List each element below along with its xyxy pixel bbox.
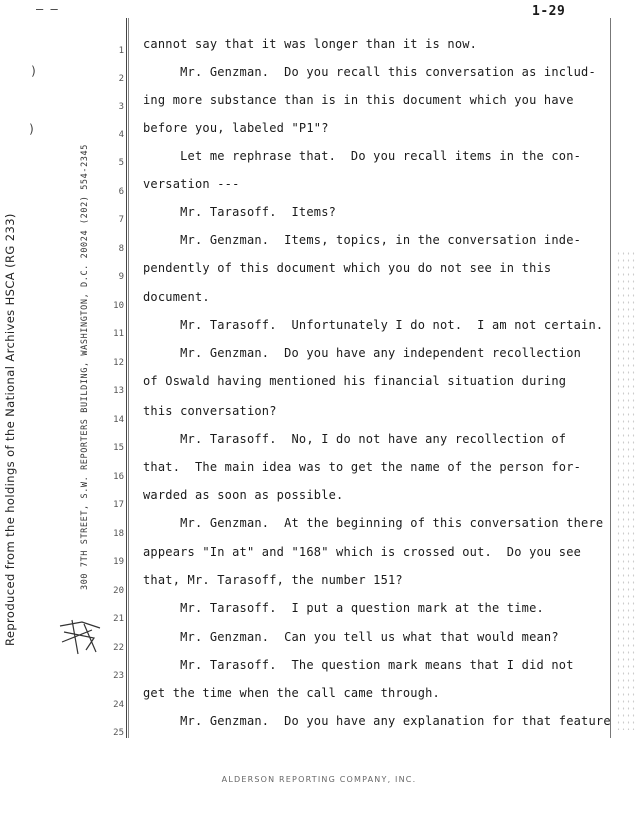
- top-mark: — —: [36, 2, 58, 16]
- line-number: 1: [118, 46, 124, 56]
- transcript-line: Mr. Genzman. Can you tell us what that would mean?: [143, 630, 559, 644]
- transcript-line: Mr. Genzman. Do you have any explanation for that feature: [143, 714, 611, 728]
- line-number: 18: [113, 529, 124, 539]
- line-number: 7: [118, 215, 124, 225]
- reporting-company-footer: ALDERSON REPORTING COMPANY, INC.: [221, 775, 417, 784]
- transcript-line: warded as soon as possible.: [143, 488, 344, 502]
- scan-speckle: [616, 250, 636, 730]
- transcript-line: Mr. Tarasoff. I put a question mark at the time.: [143, 601, 544, 615]
- address-note: 300 7TH STREET, S.W. REPORTERS BUILDING, WASHINGTON, D.C. 20024 (202) 554-2345: [80, 144, 90, 590]
- right-margin-rule: [610, 18, 611, 738]
- transcript-line: Let me rephrase that. Do you recall items in the con-: [143, 149, 582, 163]
- page-number: 1-29: [532, 4, 566, 19]
- left-margin-rule: [126, 18, 129, 738]
- bracket-mark-top: ): [30, 64, 38, 78]
- transcript-line: ing more substance than is in this document which you have: [143, 93, 574, 107]
- transcript-line: this conversation?: [143, 404, 277, 418]
- line-number: 22: [113, 643, 124, 653]
- line-number: 2: [118, 74, 124, 84]
- line-number: 24: [113, 700, 124, 710]
- line-number: 4: [118, 130, 124, 140]
- transcript-line: pendently of this document which you do not see in this: [143, 261, 552, 275]
- line-number: 9: [118, 272, 124, 282]
- line-number: 13: [113, 386, 124, 396]
- transcript-line: Mr. Tarasoff. Unfortunately I do not. I am not certain.: [143, 318, 604, 332]
- transcript-line: Mr. Tarasoff. The question mark means that I did not: [143, 658, 574, 672]
- line-number: 25: [113, 728, 124, 738]
- transcript-line: versation ---: [143, 177, 240, 191]
- transcript-line: Mr. Tarasoff. Items?: [143, 205, 337, 219]
- archive-note: Reproduced from the holdings of the National Archives HSCA (RG 233): [3, 213, 17, 646]
- line-number: 5: [118, 158, 124, 168]
- transcript-line: that. The main idea was to get the name of the person for-: [143, 460, 582, 474]
- line-number: 16: [113, 472, 124, 482]
- line-number: 11: [113, 329, 124, 339]
- line-number: 20: [113, 586, 124, 596]
- transcript-line: get the time when the call came through.: [143, 686, 440, 700]
- bracket-mark-middle: ): [28, 122, 36, 136]
- transcript-line: Mr. Genzman. Do you have any independent recollection: [143, 346, 582, 360]
- line-number: 8: [118, 244, 124, 254]
- line-number: 12: [113, 358, 124, 368]
- line-number: 21: [113, 614, 124, 624]
- line-number: 19: [113, 557, 124, 567]
- transcript-line: Mr. Genzman. At the beginning of this conversation there: [143, 516, 604, 530]
- transcript-line: that, Mr. Tarasoff, the number 151?: [143, 573, 403, 587]
- line-number: 10: [113, 301, 124, 311]
- transcript-line: of Oswald having mentioned his financial situation during: [143, 374, 567, 388]
- line-number: 23: [113, 671, 124, 681]
- line-number: 14: [113, 415, 124, 425]
- transcript-line: before you, labeled "P1"?: [143, 121, 329, 135]
- transcript-line: document.: [143, 290, 210, 304]
- transcript-line: Mr. Genzman. Items, topics, in the conversation inde-: [143, 233, 582, 247]
- transcript-line: appears "In at" and "168" which is crossed out. Do you see: [143, 545, 582, 559]
- transcript-line: cannot say that it was longer than it is now.: [143, 37, 478, 51]
- line-number: 6: [118, 187, 124, 197]
- line-number: 17: [113, 500, 124, 510]
- scribble-mark-icon: [56, 614, 106, 658]
- transcript-line: Mr. Genzman. Do you recall this conversation as includ-: [143, 65, 596, 79]
- line-number: 15: [113, 443, 124, 453]
- transcript-line: Mr. Tarasoff. No, I do not have any recollection of: [143, 432, 567, 446]
- line-number: 3: [118, 102, 124, 112]
